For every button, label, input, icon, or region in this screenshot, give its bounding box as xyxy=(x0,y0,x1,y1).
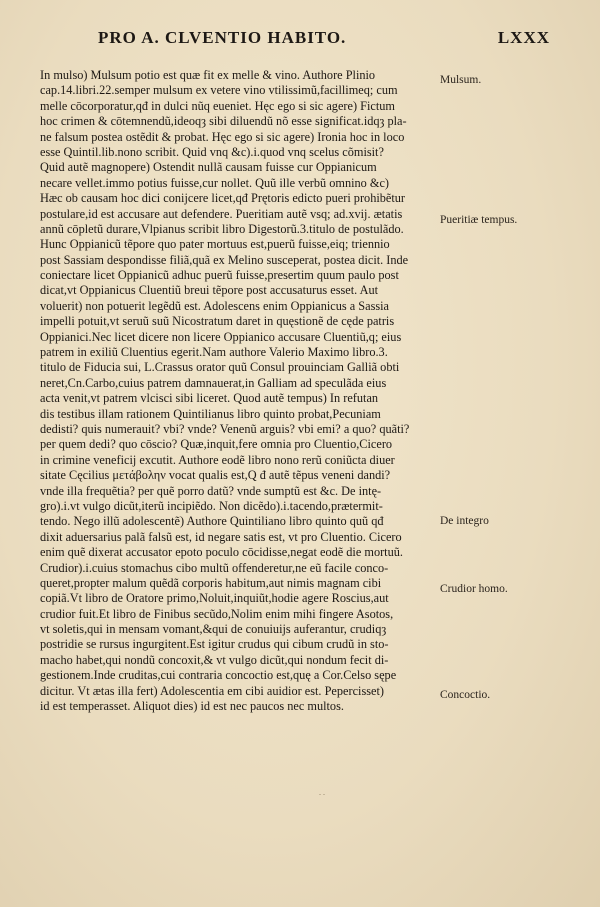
text-line: per quem dedi? quo cōscio? Quæ,inquit,fere omnia pro Cluentio,Cicero xyxy=(40,437,393,452)
text-line: voluerit) non potuerit legẽdũ est. Adolescens enim Oppianicus a Sassia xyxy=(40,298,390,313)
margin-note-mulsum: Mulsum. xyxy=(440,74,482,86)
margin-note-concoctio: Concoctio. xyxy=(440,689,491,701)
text-line: annũ cōpletũ durare,Vlpianus scribit libro Digestorũ.3.titulo de postulãdo. xyxy=(40,221,404,236)
header-title: PRO A. CLVENTIO HABITO. xyxy=(98,28,347,47)
text-line: patrem in exiliũ Cluentius egerit.Nam authore Valerio Maximo libro.3. xyxy=(40,345,388,360)
text-line: cap.14.libri.22.semper mulsum ex vetere vino vtilissimũ,facillimeq; cum xyxy=(40,83,398,98)
text-line: neret,Cn.Carbo,cuius patrem damnauerat,in Galliam ad speculãda eius xyxy=(40,375,387,390)
text-line: dedisti? quis numerauit? vbi? vnde? Venenũ arguis? vbi emi? a quo? quãti? xyxy=(40,421,410,436)
text-line: tendo. Nego illũ adolescentẽ) Authore Quintiliano libro quinto quũ qđ xyxy=(40,514,384,529)
text-line: vnde illa frequẽtia? per quẽ porro datũ? vnde sumptũ est &c. De intę- xyxy=(40,483,382,498)
text-line: Quid autẽ magnopere) Ostendit nullã causam fuisse cur Oppianicum xyxy=(40,160,377,175)
text-line: in crimine veneficij excutit. Authore eodẽ libro nono rerũ coniũcta diuer xyxy=(40,452,395,467)
text-line: Crudior).i.cuius stomachus cibo multũ offenderetur,ne eũ facile conco- xyxy=(40,560,389,575)
margin-note-pueritiae: Pueritiæ tempus. xyxy=(440,214,518,226)
text-line: queret,propter malum quẽdã corporis habitum,aut nimis magnam cibi xyxy=(40,575,382,590)
margin-note-crudior: Crudior homo. xyxy=(440,583,508,595)
text-line: necare vellet.immo potius fuisse,cur nollet. Quũ ille verbũ omnino &c) xyxy=(40,175,390,190)
text-line: Hunc Oppianicũ tẽpore quo pater mortuus est,puerũ fuisse,eiq; triennio xyxy=(40,237,390,252)
footer-mark: . . xyxy=(319,788,325,797)
text-line: coniectare licet Oppianicũ adhuc puerũ fuisse,presertim quum paulo post xyxy=(40,268,399,283)
text-line: crudior fuit.Et libro de Finibus secũdo,Nolim enim mihi fingere Asotos, xyxy=(40,606,394,621)
text-line: copiã.Vt libro de Oratore primo,Noluit,inquiũt,hodie agere Roscius,aut xyxy=(40,591,389,606)
text-line: ne falsum postea ostẽdit & probat. Hęc ego si sic agere) Ironia hoc in loco xyxy=(40,129,405,144)
commentary-text-block xyxy=(40,68,440,714)
text-line: In mulso) Mulsum potio est quæ fit ex melle & vino. Authore Plinio xyxy=(40,68,376,82)
text-line: hoc crimen & cōtemnendũ,ideoqȝ sibi diluendũ nõ esse significat.idqȝ pla- xyxy=(40,114,407,129)
text-line: acta venit,vt patrem vlcisci sibi liceret. Quod autẽ tempus) In refutan xyxy=(40,391,379,406)
text-line: melle cōcorporatur,qđ in dulci nũq eueniet. Hęc ego si sic agere) Fictum xyxy=(40,98,395,113)
text-line: id est temperasset. Aliquot dies) id est nec paucos nec multos. xyxy=(40,699,344,714)
text-line: gestionem.Inde cruditas,cui contraria concoctio est,quę a Cor.Celso sępe xyxy=(40,668,397,683)
text-line: postulare,id est accusare aut defendere. Pueritiam autẽ vsq; ad.xvij. ætatis xyxy=(40,206,403,221)
text-line: dicat,vt Oppianicus Cluentiũ breui tẽpore post accusaturus esset. Aut xyxy=(40,283,379,298)
text-line: Oppianici.Nec licet dicere non licere Oppianico accusare Cluentiũ,q; eius xyxy=(40,329,402,344)
text-line: dicitur. Vt ætas illa fert) Adolescentia em cibi auidior est. Pepercisset) xyxy=(40,683,384,698)
text-line: postridie se rursus ingurgitent.Est igitur crudus qui cibum crudũ in sto- xyxy=(40,637,389,652)
margin-note-de-integro: De integro xyxy=(440,515,489,527)
text-line: gro).i.vt vulgo dicũt,iterũ incipiẽdo. Non dicẽdo).i.tacendo,prætermit- xyxy=(40,498,383,513)
text-line: post Sassiam despondisse filiã,quã ex Melino susceperat, postea dicit. Inde xyxy=(40,252,409,267)
text-line: sitate Cęcilius μετάβολην vocat qualis est,Q đ autẽ tẽpus veneni dandi? xyxy=(40,468,391,483)
text-line: enim quẽ dixerat accusator epoto poculo cōcidisse,negat eodẽ die mortuũ. xyxy=(40,545,403,560)
text-line: vt soletis,qui in mensam vomant,&qui de conuiuijs auferantur, crudiqȝ xyxy=(40,622,387,637)
text-line: dixit aduersarius palã falsũ est, id negare satis est, vt pro Cluentio. Cicero xyxy=(40,529,402,544)
folio-number: LXXX xyxy=(497,28,550,47)
text-line: macho habet,qui nondũ concoxit,& vt vulgo dicũt,qui nondum fecit di- xyxy=(40,652,389,667)
text-line: dis testibus illam rationem Quintilianus libro quinto probat,Pecuniam xyxy=(40,406,381,421)
text-line: Hæc ob causam hoc dici conijcere licet,qđ Prętoris edicto pueri prohibẽtur xyxy=(40,191,406,206)
text-line: esse Quintil.lib.nono scribit. Quid vnq &c).i.quod vnq scelus cõmisit? xyxy=(40,144,384,159)
text-line: impelli potuit,vt seruũ suũ Nicostratum daret in quęstionẽ de cęde patris xyxy=(40,314,395,329)
text-line: titulo de Fiducia sui, L.Crassus orator quũ Consul prouinciam Galliã obti xyxy=(40,360,400,375)
